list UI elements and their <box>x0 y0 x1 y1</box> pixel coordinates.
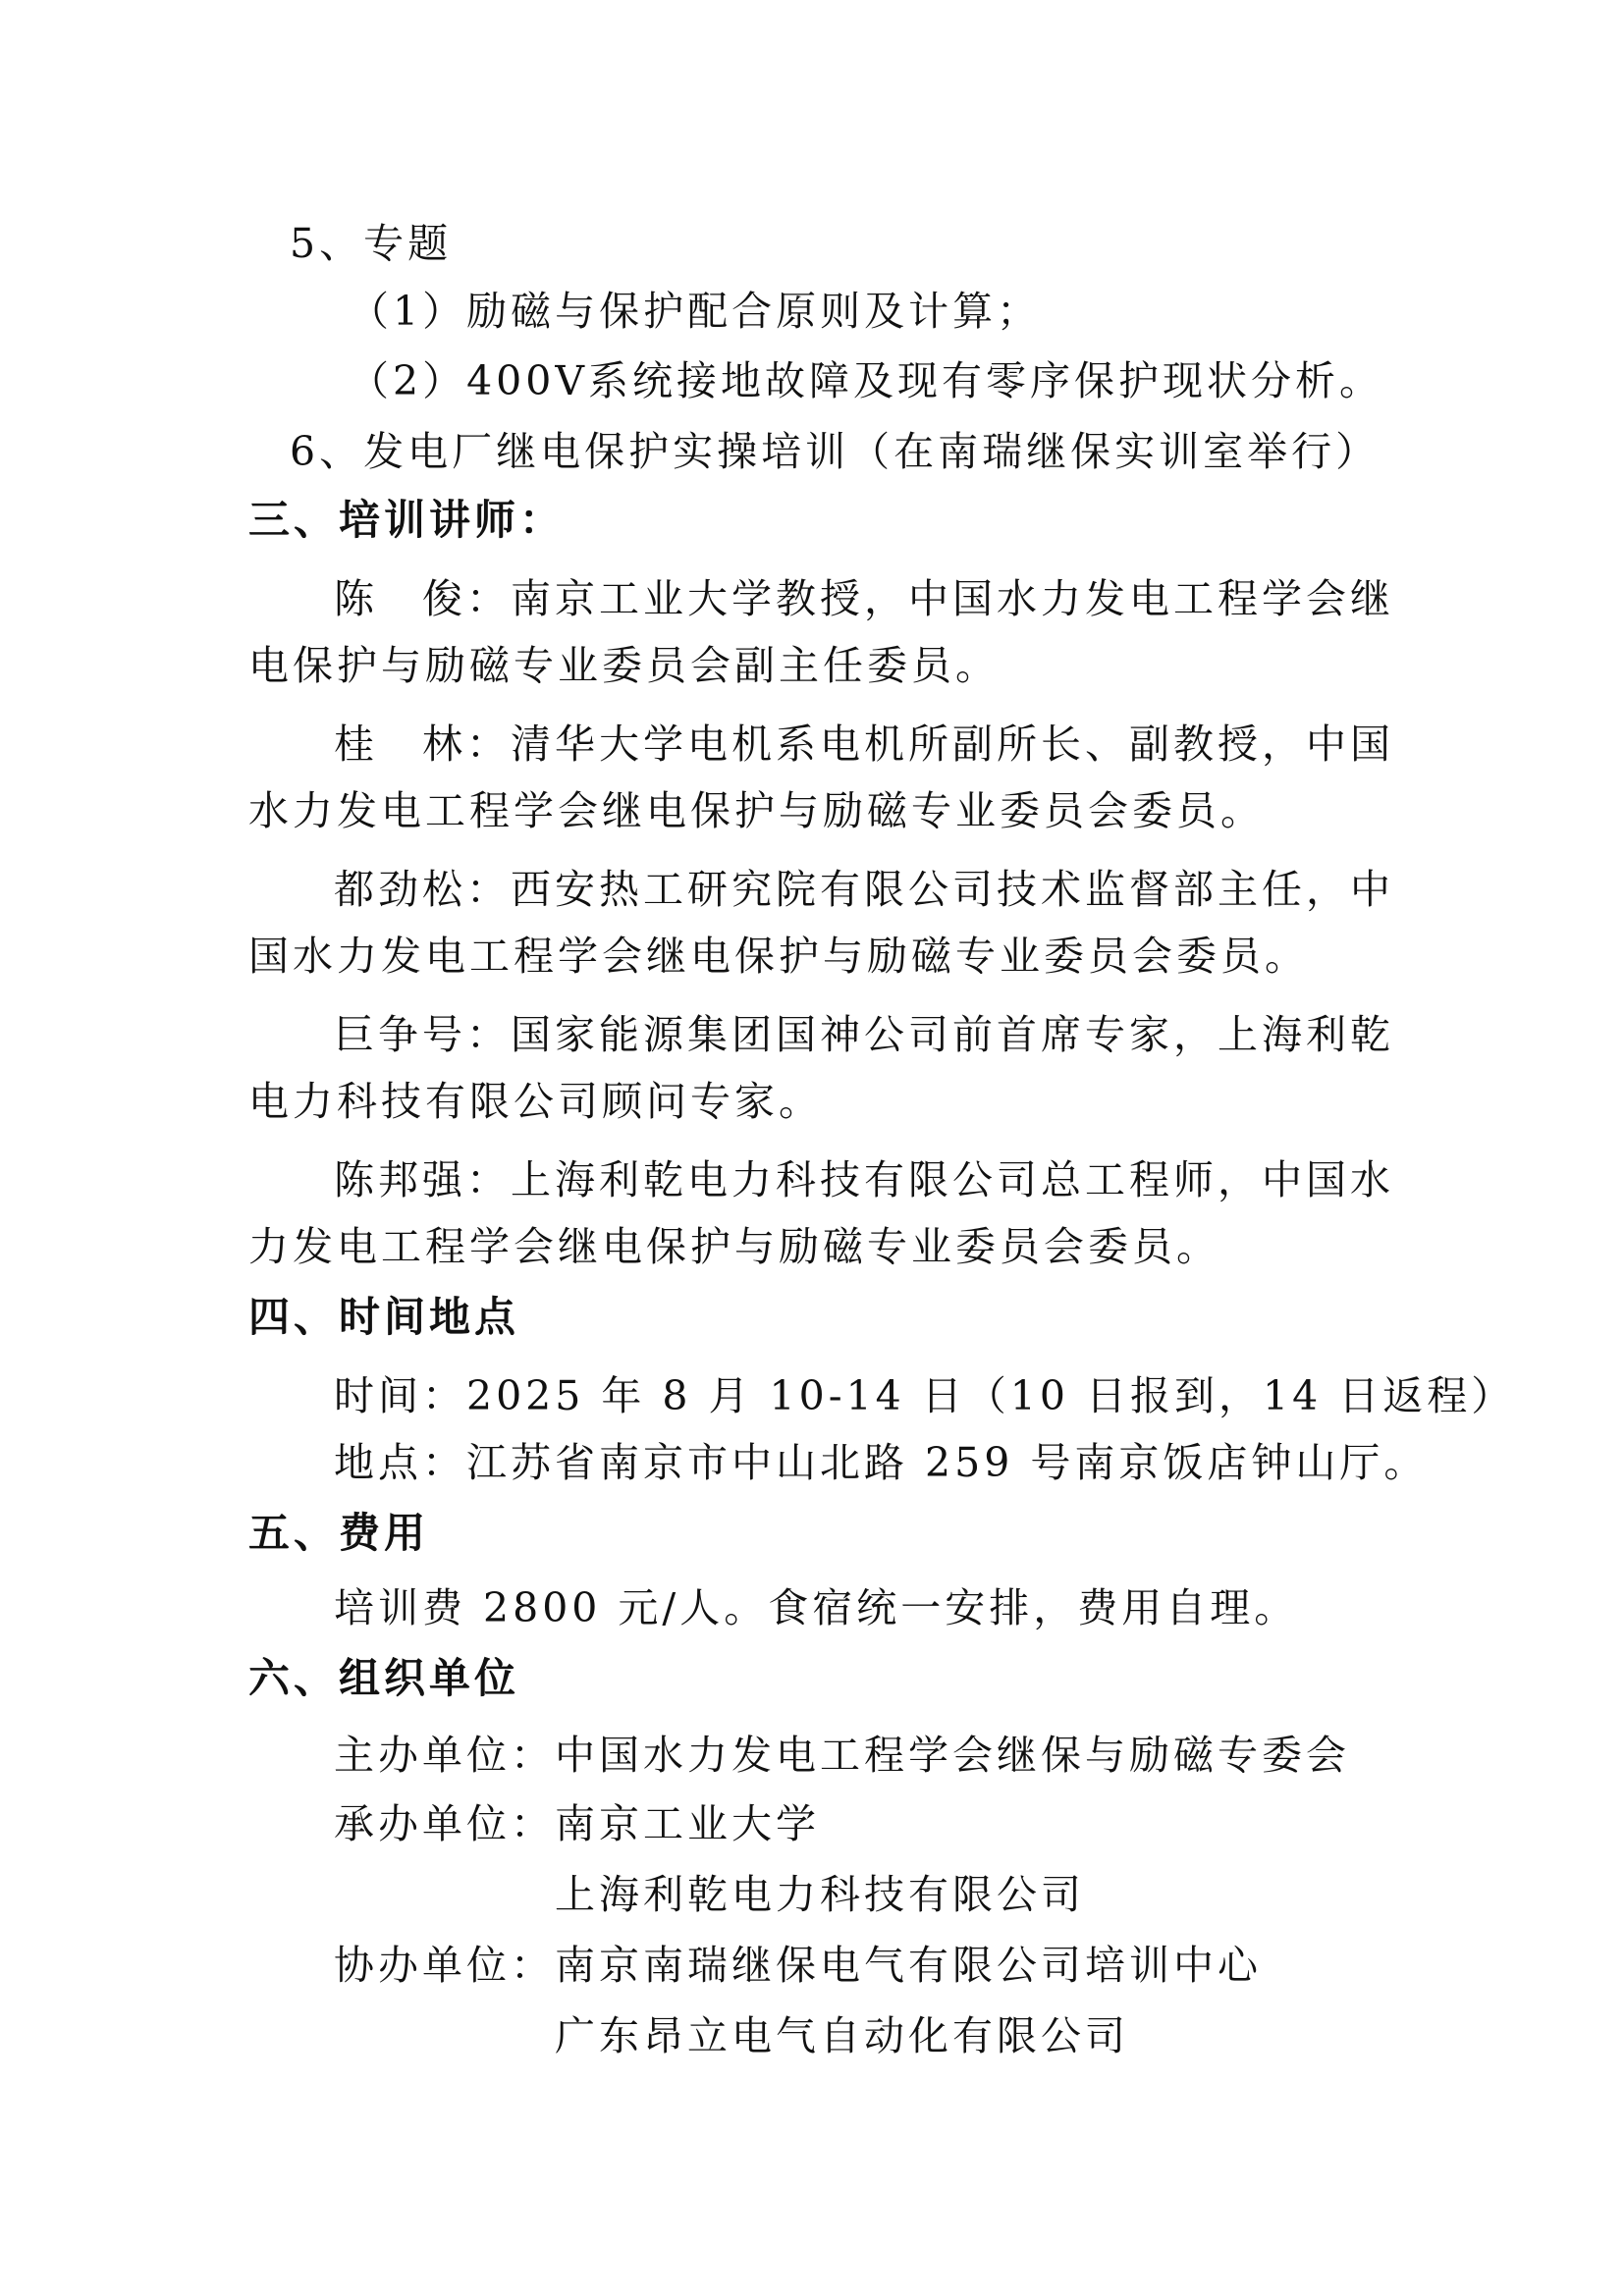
lecturer-5-line2: 力发电工程学会继电保护与励磁专业委员会委员。 <box>248 1223 1220 1270</box>
lecturer-3-line1: 都劲松：西安热工研究院有限公司技术监督部主任，中 <box>334 866 1394 913</box>
event-time: 时间：2025 年 8 月 10-14 日（10 日报到，14 日返程） <box>334 1372 1516 1419</box>
section-5-heading: 五、费用 <box>248 1509 430 1557</box>
organizer-1: 南京工业大学 <box>555 1800 820 1847</box>
host-name: 中国水力发电工程学会继保与励磁专委会 <box>555 1732 1350 1779</box>
event-place: 地点：江苏省南京市中山北路 259 号南京饭店钟山厅。 <box>334 1439 1429 1486</box>
item-6: 6、发电厂继电保护实操培训（在南瑞继保实训室举行） <box>290 428 1380 475</box>
lecturer-5-line1: 陈邦强：上海利乾电力科技有限公司总工程师，中国水 <box>334 1156 1394 1203</box>
lecturer-2-line1: 桂 林：清华大学电机系电机所副所长、副教授，中国 <box>334 721 1394 768</box>
item-5: 5、专题 <box>290 220 453 267</box>
host-label: 主办单位： <box>334 1732 555 1779</box>
training-fee: 培训费 2800 元/人。食宿统一安排，费用自理。 <box>334 1584 1299 1631</box>
organizer-2: 上海利乾电力科技有限公司 <box>555 1871 1085 1918</box>
item-5-2: （2）400V系统接地故障及现有零序保护现状分析。 <box>349 357 1383 404</box>
lecturer-3-line2: 国水力发电工程学会继电保护与励磁专业委员会委员。 <box>248 933 1309 980</box>
section-4-heading: 四、时间地点 <box>248 1293 520 1341</box>
lecturer-4-line2: 电力科技有限公司顾问专家。 <box>248 1078 823 1125</box>
co-organizer-label: 协办单位： <box>334 1942 555 1989</box>
co-organizer-2: 广东昂立电气自动化有限公司 <box>555 2012 1129 2059</box>
lecturer-1-line1: 陈 俊：南京工业大学教授，中国水力发电工程学会继 <box>334 575 1394 622</box>
lecturer-4-line1: 巨争号：国家能源集团国神公司前首席专家，上海利乾 <box>334 1011 1394 1058</box>
section-6-heading: 六、组织单位 <box>248 1654 520 1702</box>
section-3-heading: 三、培训讲师： <box>248 496 566 544</box>
lecturer-1-line2: 电保护与励磁专业委员会副主任委员。 <box>248 642 1000 689</box>
organizer-label: 承办单位： <box>334 1800 555 1847</box>
co-organizer-1: 南京南瑞继保电气有限公司培训中心 <box>555 1942 1262 1989</box>
item-5-1: （1）励磁与保护配合原则及计算； <box>349 288 1042 335</box>
lecturer-2-line2: 水力发电工程学会继电保护与励磁专业委员会委员。 <box>248 787 1265 834</box>
